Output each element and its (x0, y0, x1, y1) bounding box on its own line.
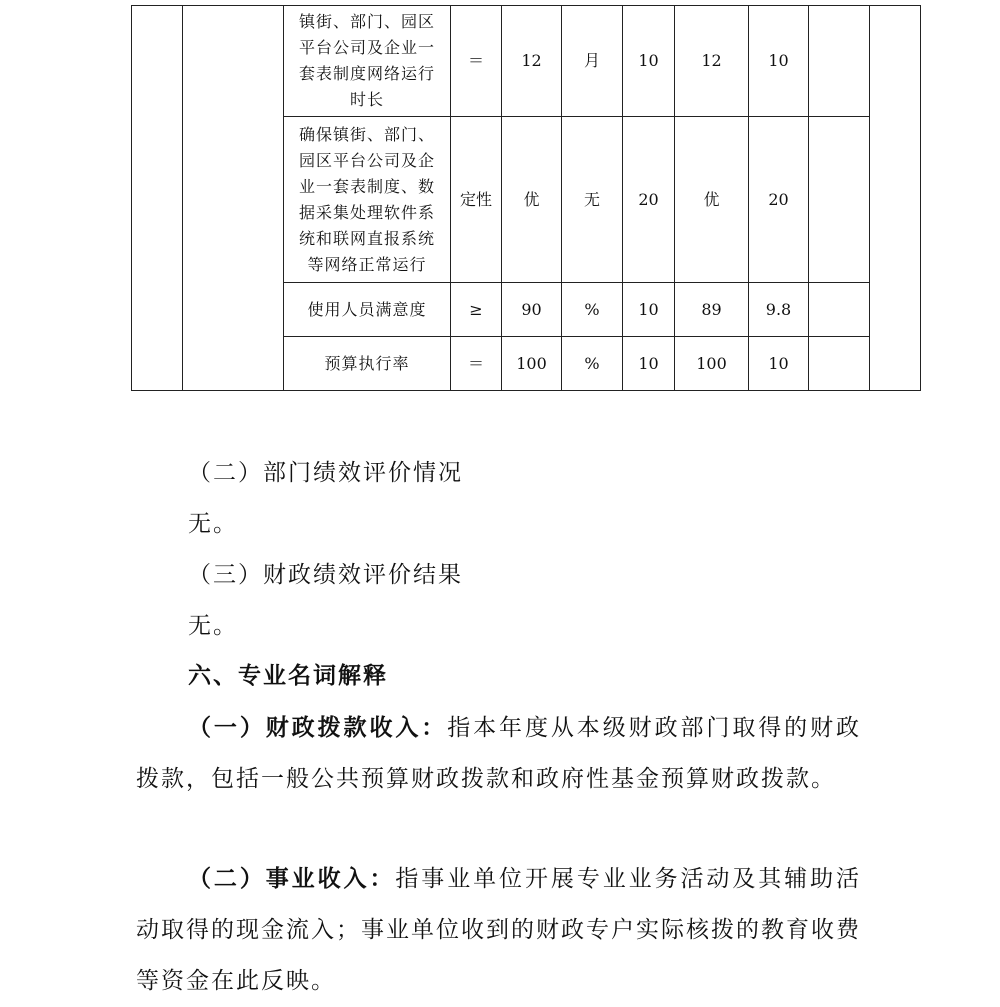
weight-cell: 10 (623, 6, 675, 117)
table-row (132, 6, 921, 117)
unit-cell: % (562, 337, 623, 391)
actual-value-cell: 12 (675, 6, 749, 117)
weight-cell: 10 (623, 337, 675, 391)
indicator-cell: 确保镇街、部门、园区平台公司及企业一套表制度、数据采集处理软件系统和联网直报系统等网络正常运行 (284, 117, 451, 283)
remark-cell (809, 117, 870, 283)
score-cell: 20 (749, 117, 809, 283)
remark-cell (809, 337, 870, 391)
note-cell (870, 6, 921, 391)
indicator-cell: 预算执行率 (284, 337, 451, 391)
term-paragraph-2 (136, 853, 861, 1007)
operator-cell: ≥ (451, 283, 502, 337)
term-definition: 指本年度从本级财政部门取得的财政拨款，包括一般公共预算财政拨款和政府性基金预算财政拨款。 (136, 715, 862, 792)
target-value-cell: 优 (502, 117, 562, 283)
section-heading-fin-eval: （三）财政绩效评价结果 (188, 562, 463, 588)
remark-cell (809, 6, 870, 117)
operator-cell: ＝ (451, 6, 502, 117)
score-cell: 10 (749, 6, 809, 117)
actual-value-cell: 89 (675, 283, 749, 337)
operator-cell: ＝ (451, 337, 502, 391)
weight-cell: 10 (623, 283, 675, 337)
score-cell: 10 (749, 337, 809, 391)
score-cell: 9.8 (749, 283, 809, 337)
remark-cell (809, 283, 870, 337)
term-definition: 指事业单位开展专业业务活动及其辅助活动取得的现金流入；事业单位收到的财政专户实际核拨的教育收费等资金在此反映。 (136, 866, 862, 994)
level2-indicator-cell (183, 6, 284, 391)
target-value-cell: 100 (502, 337, 562, 391)
weight-cell: 20 (623, 117, 675, 283)
fin-eval-text: 无。 (188, 613, 238, 639)
term-label: （一）财政拨款收入： (188, 714, 448, 741)
unit-cell: 无 (562, 117, 623, 283)
unit-cell: 月 (562, 6, 623, 117)
target-value-cell: 12 (502, 6, 562, 117)
indicator-cell: 使用人员满意度 (284, 283, 451, 337)
target-value-cell: 90 (502, 283, 562, 337)
performance-indicator-table (131, 5, 921, 391)
level1-indicator-cell (132, 6, 183, 391)
term-paragraph-1 (136, 702, 861, 805)
indicator-cell: 镇街、部门、园区平台公司及企业一套表制度网络运行时长 (284, 6, 451, 117)
term-label: （二）事业收入： (188, 865, 396, 892)
actual-value-cell: 100 (675, 337, 749, 391)
dept-eval-text: 无。 (188, 511, 238, 537)
actual-value-cell: 优 (675, 117, 749, 283)
section-heading-terms: 六、专业名词解释 (188, 662, 388, 689)
operator-cell: 定性 (451, 117, 502, 283)
unit-cell: % (562, 283, 623, 337)
section-heading-dept-eval: （二）部门绩效评价情况 (188, 460, 463, 486)
